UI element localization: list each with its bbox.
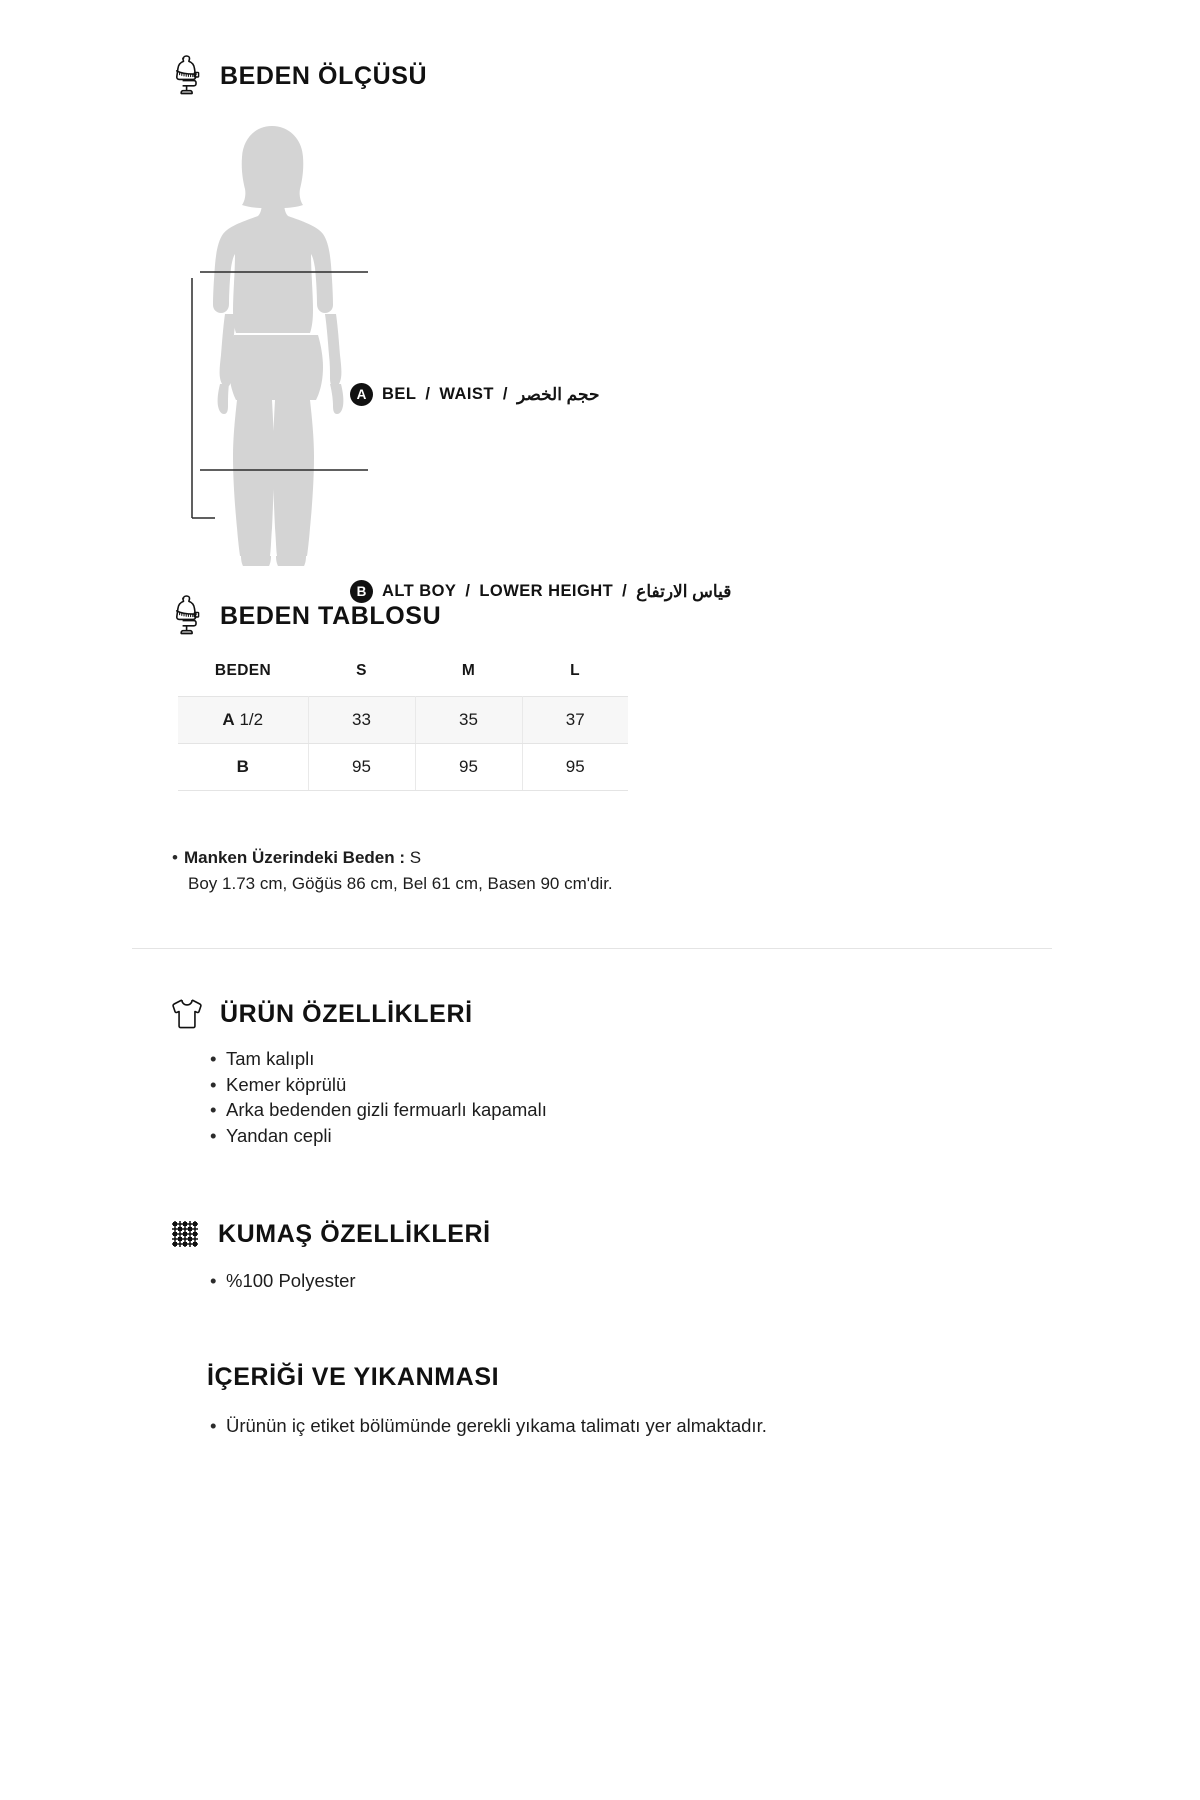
- callout-label-ar-a: حجم الخصر: [516, 384, 600, 404]
- size-chart-table: [178, 650, 628, 791]
- callout-label-en-a: WAIST: [439, 385, 494, 403]
- list-item: • Arka bedenden gizli fermuarlı kapamalı: [210, 1097, 547, 1123]
- mannequin-measure-icon: [170, 55, 204, 97]
- table-header-row: [178, 650, 628, 697]
- fabric-features-heading: [168, 1213, 491, 1255]
- model-note-label: Manken Üzerindeki Beden :: [183, 848, 406, 867]
- table-row: [178, 697, 628, 744]
- callout-label-tr-b: ALT BOY: [382, 582, 457, 600]
- list-item: • Yandan cepli: [210, 1123, 547, 1149]
- row-label-a-letter: A: [222, 710, 235, 729]
- fabric-weave-icon: [168, 1213, 202, 1255]
- female-silhouette-figure: [170, 118, 870, 568]
- list-item: • Ürünün iç etiket bölümünde gerekli yıkama talimatı yer almaktadır.: [210, 1412, 890, 1440]
- callout-label-ar-b: قياس الارتفاع: [636, 581, 732, 601]
- size-measure-title: BEDEN ÖLÇÜSÜ: [220, 61, 428, 90]
- model-note-detail: Boy 1.73 cm, Göğüs 86 cm, Bel 61 cm, Basen 90 cm'dir.: [188, 874, 613, 893]
- callout-separator-b: /: [465, 582, 471, 600]
- section-divider: [132, 948, 1052, 949]
- row-label-b: B: [178, 744, 308, 791]
- model-note-value: S: [409, 848, 422, 867]
- callout-waist: [350, 383, 599, 406]
- cell-a-s: 33: [308, 697, 415, 744]
- cell-a-m: 35: [415, 697, 522, 744]
- callout-label-en-b: LOWER HEIGHT: [479, 582, 614, 600]
- col-header-beden: BEDEN: [178, 650, 308, 697]
- cell-b-s: 95: [308, 744, 415, 791]
- callout-badge-b: B: [350, 580, 373, 603]
- product-features-heading: [170, 993, 473, 1035]
- care-instructions-list: [210, 1412, 890, 1440]
- size-measure-heading: [170, 55, 427, 97]
- cell-b-l: 95: [522, 744, 628, 791]
- col-header-m: M: [415, 650, 522, 697]
- col-header-l: L: [522, 650, 628, 697]
- silhouette-shape: [213, 126, 343, 566]
- model-note-bullet: •: [172, 848, 178, 867]
- callout-separator2-b: /: [622, 582, 628, 600]
- model-size-note: [172, 845, 992, 897]
- tshirt-icon: [170, 993, 204, 1035]
- cell-b-m: 95: [415, 744, 522, 791]
- cell-a-l: 37: [522, 697, 628, 744]
- row-label-a: [178, 697, 308, 744]
- list-item: • Tam kalıplı: [210, 1046, 547, 1072]
- callout-badge-a: A: [350, 383, 373, 406]
- body-measurement-diagram: [170, 118, 870, 601]
- list-item: • %100 Polyester: [210, 1268, 356, 1294]
- mannequin-measure-icon: [170, 595, 204, 637]
- list-item: • Kemer köprülü: [210, 1072, 547, 1098]
- table-row: [178, 744, 628, 791]
- fabric-features-title: KUMAŞ ÖZELLİKLERİ: [218, 1219, 491, 1248]
- callout-label-tr-a: BEL: [382, 385, 417, 403]
- fabric-features-list: [210, 1268, 356, 1294]
- size-table-heading: [170, 595, 441, 637]
- size-table-title: BEDEN TABLOSU: [220, 601, 442, 630]
- row-label-a-fraction: 1/2: [239, 710, 264, 729]
- care-title: İÇERİĞİ VE YIKANMASI: [207, 1363, 500, 1391]
- col-header-s: S: [308, 650, 415, 697]
- callout-separator2-a: /: [502, 385, 508, 403]
- callout-separator-a: /: [425, 385, 431, 403]
- product-features-title: ÜRÜN ÖZELLİKLERİ: [220, 999, 473, 1028]
- product-features-list: [210, 1046, 547, 1148]
